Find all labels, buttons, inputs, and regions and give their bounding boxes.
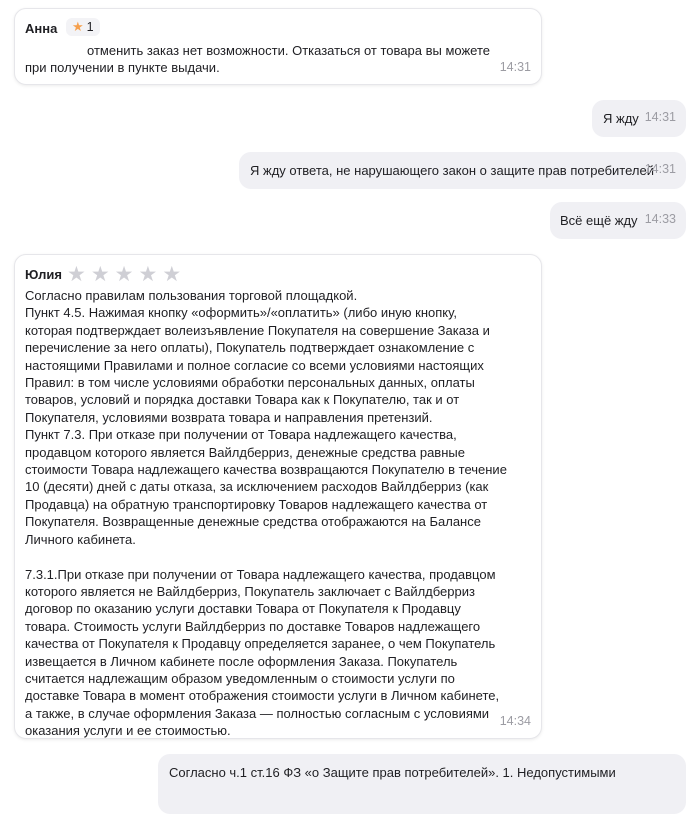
message-time: 14:33 bbox=[644, 212, 676, 226]
message-text: отменить заказ нет возможности. Отказаться от товара вы можете при получении в пункте выдачи. bbox=[25, 43, 491, 76]
star-icon: ★ bbox=[72, 19, 84, 34]
message-text: Я жду ответа, не нарушающего закон о защите прав потребителей bbox=[250, 163, 654, 178]
message-author: Анна bbox=[25, 21, 58, 36]
message-incoming-yulia bbox=[14, 254, 542, 739]
star-empty-icon: ★ bbox=[138, 263, 158, 286]
message-time: 14:34 bbox=[499, 714, 531, 728]
message-outgoing bbox=[239, 152, 686, 189]
star-empty-icon: ★ bbox=[67, 263, 86, 286]
message-outgoing bbox=[592, 100, 686, 137]
message-incoming-anna bbox=[14, 8, 542, 85]
message-outgoing bbox=[550, 202, 686, 239]
rating-value: 1 bbox=[86, 20, 94, 34]
star-empty-icon: ★ bbox=[90, 263, 110, 286]
rating-stars bbox=[67, 265, 181, 285]
message-text: Всё ещё жду bbox=[560, 213, 638, 228]
message-time: 14:31 bbox=[644, 110, 676, 124]
star-empty-icon: ★ bbox=[114, 263, 134, 286]
message-time: 14:31 bbox=[644, 162, 676, 176]
message-text: Согласно правилам пользования торговой площадкой. Пункт 4.5. Нажимая кнопку «оформить»/«оплатить» (либо иную кнопку, которая подтверждает волеизъявление Покупателя на совершение Заказа и перечисление за него оплаты), Покупатель подтверждает ознакомление с настоящими Правилами и полное согласие со всеми условиями настоящих Правил: в том числе условиями обработки персональных данных, оплаты товаров, условий и порядка доставки Товара как к Покупателю, так и от Покупателя, условиями возврата товара и направления претензий. Пункт 7.3. При отказе при получении от Товара надлежащего качества, продавцом которого является Вайлдберриз, денежные средства равные стоимости Товара надлежащего качества возвращаются Покупателю в течение 10 (десяти) дней с даты отказа, за исключением расходов Вайлдберриз (как Продавца) на обратную транспортировку Товаров надлежащего качества от Покупателя. Возвращенные денежные средства отображаются на Балансе Личного кабинета. 7.3.1.При отказе при получении от Товара надлежащего качества, продавцом которого является не Вайлдберриз, Покупатель заключает с Вайлдберриз договор по оказанию услуги доставки Товара от Покупателя к Продавцу товара. Стоимость услуги Вайлдберриз по доставке Товаров надлежащего качества от Покупателя к Продавцу определяется заранее, о чем Покупатель извещается в Личном кабинете после оформления Заказа. Покупатель считается надлежащим образом уведомленным о стоимости услуги по доставке Товара в момент отображения стоимости услуги в Личном кабинете, а также, в случае оформления Заказа — полностью согласным с условиями оказания услуги и ее стоимостью. bbox=[25, 288, 507, 739]
message-author: Юлия bbox=[25, 267, 62, 282]
message-time: 14:31 bbox=[499, 60, 531, 74]
star-empty-icon: ★ bbox=[162, 263, 182, 286]
rating-badge bbox=[66, 18, 100, 36]
message-outgoing bbox=[158, 754, 686, 814]
message-text: Я жду bbox=[603, 111, 639, 126]
message-text: Согласно ч.1 ст.16 ФЗ «о Защите прав потребителей». 1. Недопустимыми bbox=[169, 765, 616, 780]
